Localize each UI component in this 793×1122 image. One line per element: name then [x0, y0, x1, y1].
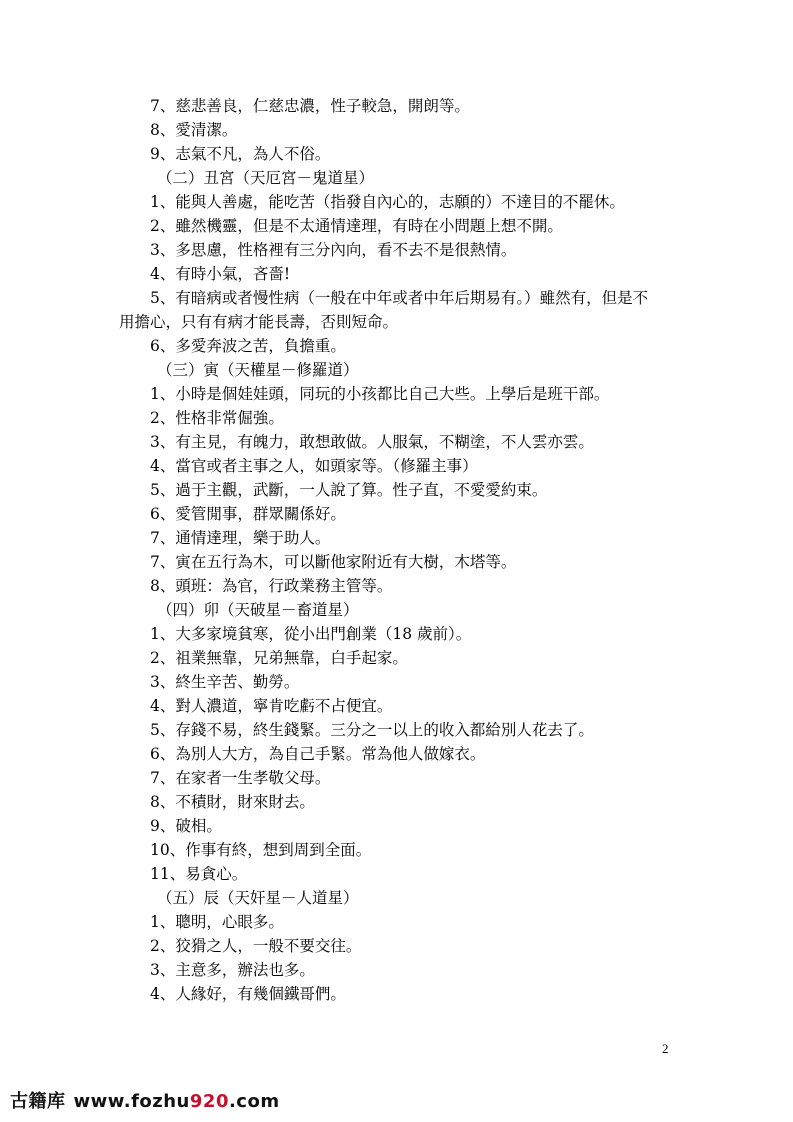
section-heading: （二）丑宮（天厄宮－鬼道星） [157, 169, 375, 187]
list-item: 7、寅在五行為木，可以斷他家附近有大樹，木塔等。 [150, 553, 517, 571]
list-item: 6、愛管閒事，群眾關係好。 [150, 505, 346, 523]
list-item: 9、志氣不凡，為人不俗。 [150, 145, 331, 163]
list-item: 3、有主見，有魄力，敢想敢做。人服氣，不糊塗，不人雲亦雲。 [150, 433, 594, 451]
list-item: 1、聰明，心眼多。 [150, 913, 284, 931]
list-item: 8、不積財，財來財去。 [150, 793, 315, 811]
paragraph-continuation: 用擔心，只有有病才能長壽，否則短命。 [119, 313, 399, 331]
footer-site-name: 古籍库 [10, 1091, 66, 1112]
footer-watermark [10, 1087, 280, 1113]
footer-url-suffix: .com [228, 1091, 280, 1112]
list-item: 4、有時小氣，吝嗇! [150, 265, 291, 283]
list-item: 2、雖然機靈，但是不太通情達理，有時在小問題上想不開。 [150, 217, 563, 235]
section-heading: （三）寅（天權星－修羅道） [157, 361, 359, 379]
list-item: 1、能與人善處，能吃苦（指發自內心的，志願的）不達目的不罷休。 [150, 193, 625, 211]
list-item: 1、小時是個娃娃頭，同玩的小孩都比自己大些。上學后是班干部。 [150, 385, 610, 403]
list-item: 1、大多家境貧寒，從小出門創業（18 歲前）。 [150, 625, 472, 643]
list-item: 11、易貪心。 [150, 865, 248, 883]
list-item: 7、慈悲善良，仁慈忠濃，性子較急，開朗等。 [150, 97, 470, 115]
list-item: 2、狡猾之人，一般不要交往。 [150, 937, 362, 955]
list-item: 6、多愛奔波之苦，負擔重。 [150, 337, 346, 355]
list-item: 6、為別人大方，為自己手緊。常為他人做嫁衣。 [150, 745, 486, 763]
footer-url-number: 920 [189, 1091, 229, 1112]
section-heading: （五）辰（天奸星－人道星） [157, 889, 359, 907]
list-item: 9、破相。 [150, 817, 222, 835]
list-item: 4、對人濃道，寧肯吃虧不占便宜。 [150, 697, 393, 715]
section-heading: （四）卯（天破星－畜道星） [157, 601, 359, 619]
list-item: 5、有暗病或者慢性病（一般在中年或者中年后期易有。）雖然有，但是不 [150, 289, 649, 307]
list-item: 3、多思慮，性格裡有三分內向，看不去不是很熱情。 [150, 241, 517, 259]
list-item: 3、主意多，辦法也多。 [150, 961, 315, 979]
list-item: 5、存錢不易，終生錢緊。三分之一以上的收入都給別人花去了。 [150, 721, 594, 739]
list-item: 2、祖業無靠，兄弟無靠，白手起家。 [150, 649, 408, 667]
list-item: 3、終生辛苦、勤勞。 [150, 673, 300, 691]
list-item: 7、通情達理，樂于助人。 [150, 529, 331, 547]
list-item: 10、作事有終，想到周到全面。 [150, 841, 372, 859]
footer-url-prefix: www.fozhu [73, 1091, 190, 1112]
list-item: 8、愛清潔。 [150, 121, 238, 139]
list-item: 8、頭班：為官，行政業務主管等。 [150, 577, 393, 595]
list-item: 4、當官或者主事之人，如頭家等。（修羅主事） [150, 457, 478, 475]
list-item: 4、人緣好，有幾個鐵哥們。 [150, 985, 346, 1003]
page-number: 2 [662, 1041, 669, 1056]
document-body [0, 94, 793, 1006]
list-item: 5、過于主觀，武斷，一人說了算。性子直，不愛愛約束。 [150, 481, 548, 499]
list-item: 2、性格非常倔強。 [150, 409, 284, 427]
list-item: 7、在家者一生孝敬父母。 [150, 769, 331, 787]
